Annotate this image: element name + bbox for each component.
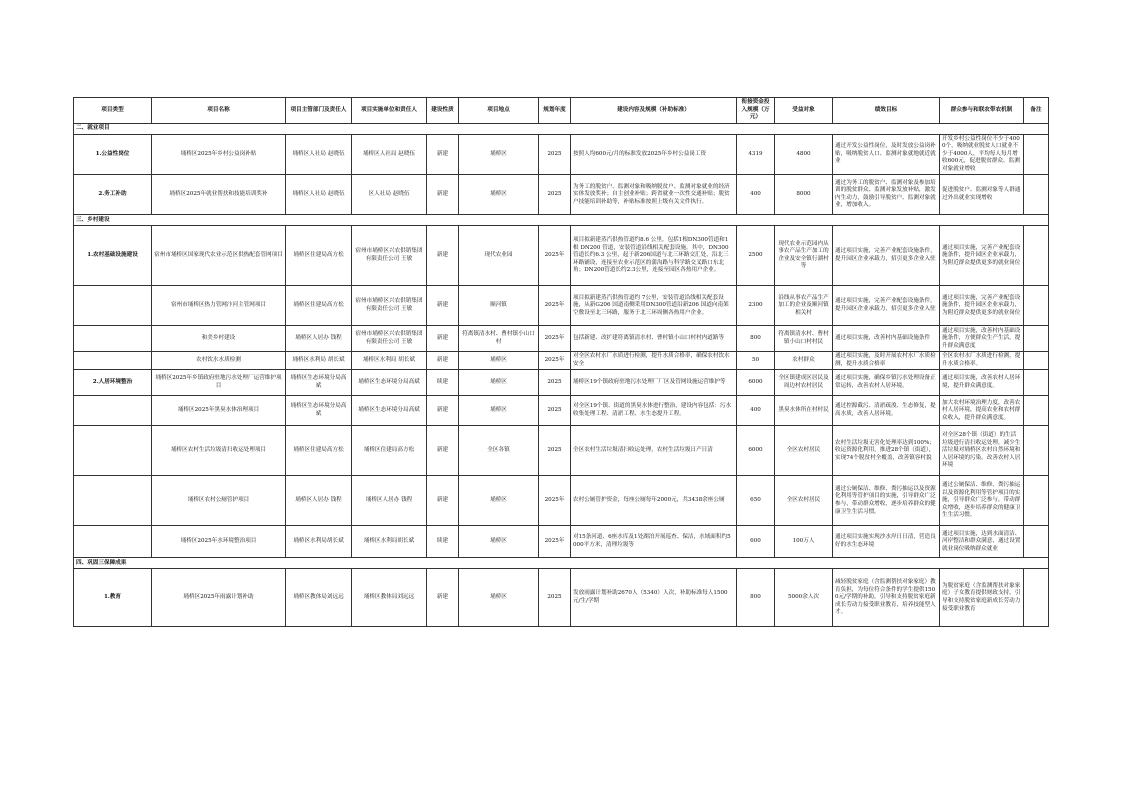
table-cell: 2025 bbox=[539, 426, 571, 476]
table-cell: 埇桥区 bbox=[459, 526, 539, 558]
header-cell: 项目实施单位和责任人 bbox=[352, 98, 427, 124]
table-cell: 农村公厕管护资金，每座公厕每年2000元，共3438余座公厕 bbox=[571, 476, 737, 526]
table-cell: 和美乡村建设 bbox=[152, 326, 286, 352]
table-row bbox=[74, 175, 1049, 215]
table-cell: 按照人均600元/月的标准发放2025年乡村公益岗工资 bbox=[571, 134, 737, 175]
header-cell: 建设性质 bbox=[427, 98, 459, 124]
table-row bbox=[74, 352, 1049, 370]
table-cell: 通过为务工的脱贫户、监测对象及参加培训的脱贫群众、监测对象发放补贴，激发内生动力，鼓励引导脱贫户、监测对象就业，增加收入。 bbox=[833, 175, 940, 215]
table-cell bbox=[1024, 569, 1049, 627]
table-row bbox=[74, 134, 1049, 175]
table-cell bbox=[1024, 526, 1049, 558]
table-cell: 埇桥区 bbox=[459, 134, 539, 175]
table-cell: 续建 bbox=[427, 526, 459, 558]
table-cell: 通过控源截污、清淤疏浚、生态修复，提高水质，改善人居环境。 bbox=[833, 396, 940, 426]
table-cell: 宿州市埇桥区兴农供销集团有限责任公司 王敏 bbox=[352, 326, 427, 352]
table-cell: 沿线从事农产品生产加工的企业及顺河镇相关村 bbox=[775, 286, 833, 326]
table-cell: 2.务工补助 bbox=[74, 175, 152, 215]
table-cell: 通过公厕保洁、维修、粪污抽运以及资源化利用等管护项目的实施，引导群众广泛参与，带动群众增收，逐步培养群众的健康卫生生活习惯。 bbox=[940, 476, 1024, 526]
table-cell: 新建 bbox=[427, 175, 459, 215]
table-cell bbox=[1024, 175, 1049, 215]
table-cell: 新建 bbox=[427, 286, 459, 326]
table-cell: 4800 bbox=[775, 134, 833, 175]
table-cell: 宿州市埇桥区国家现代农业示范区供热配套管网项目 bbox=[152, 226, 286, 286]
table-body bbox=[74, 123, 1049, 627]
table-cell: 现代农业示范园内从事农产品生产加工的企业及安全镇行湖村等 bbox=[775, 226, 833, 286]
table-cell: 埇桥区住建局高方松 bbox=[286, 286, 352, 326]
table-cell: 埇桥区2025年乡村公益岗补贴 bbox=[152, 134, 286, 175]
table-cell: 2025年 bbox=[539, 476, 571, 526]
table-cell: 加大农村环境治理力度，改善农村人居环境，提高农业和农村群众收入，提升群众满意度。 bbox=[940, 396, 1024, 426]
table-cell: 埇桥区2025年乡镇政府驻地污水处理厂运营维护项目 bbox=[152, 370, 286, 396]
table-cell: 全区农村居民 bbox=[775, 426, 833, 476]
table-cell: 埇桥区生态环境分局高斌 bbox=[286, 370, 352, 396]
table-cell bbox=[74, 396, 152, 426]
table-cell: 埇桥区人社局 赵晓伍 bbox=[352, 134, 427, 175]
table-cell: 通过项目实施，确保乡镇污水处理设备正常运转，改善农村人居环境。 bbox=[833, 370, 940, 396]
header-cell: 规划年度 bbox=[539, 98, 571, 124]
table-cell: 埇桥区2025年黑臭水体治理项目 bbox=[152, 396, 286, 426]
table-cell bbox=[1024, 286, 1049, 326]
header-cell: 项目类型 bbox=[74, 98, 152, 124]
table-cell: 项目拟新建蒸汽供热管道约 7公里，安装管道沿线相关配套设施，从新G206 国道南侧采用DN300管道沿新206 国道向南架空敷设至北三环路，服务于北三环周侧各热用户企业。 bbox=[571, 286, 737, 326]
table-cell: 通过项目实施，完善产业配套设施条件，提升园区企业承载力，招引更多企业入驻 bbox=[833, 226, 940, 286]
table-cell: 农村饮水水质检测 bbox=[152, 352, 286, 370]
table-cell: 新建 bbox=[427, 326, 459, 352]
table-cell: 埇桥区生态环境分局高斌 bbox=[352, 396, 427, 426]
table-row bbox=[74, 426, 1049, 476]
table-cell: 8000 bbox=[775, 175, 833, 215]
table-cell: 开发乡村公益性岗位不少于4000个，吸纳就业脱贫人口就业不少于4000人，平均每人每月增收600元，促进脱贫群众、监测对象就业增收 bbox=[940, 134, 1024, 175]
table-cell: 为脱贫家庭（含监测帮扶对象家庭）子女教育提供财政支持，引导和支持脱贫家庭新成长劳动力接受职业教育 bbox=[940, 569, 1024, 627]
table-cell: 埇桥区人居办 钱程 bbox=[286, 476, 352, 526]
table-cell: 新建 bbox=[427, 134, 459, 175]
table-cell bbox=[1024, 426, 1049, 476]
table-cell: 埇桥区农村公厕管护项目 bbox=[152, 476, 286, 526]
table-cell: 埇桥区教体局刘远远 bbox=[352, 569, 427, 627]
table-cell: 项目拟新建蒸汽供热管道约8.6 公里，包括1根DN300管道和1 根 DN200 管道，安装管道沿线相关配套设施。其中，DN300管道长约6.3 公里，起于新206国道与北三环路交汇处，沿北三环路铺设，连接至农业示范区的蒲沟路与科学路交叉路口东北角；DN200管道长约2.3公里，连接至园区各热用户企业。 bbox=[571, 226, 737, 286]
table-cell: 埇桥区人社局 赵晓伍 bbox=[286, 175, 352, 215]
table-cell: 2500 bbox=[737, 226, 775, 286]
table-cell: 埇桥区人居办 钱程 bbox=[286, 326, 352, 352]
table-cell: 2025 bbox=[539, 396, 571, 426]
table-cell: 5000余人次 bbox=[775, 569, 833, 627]
table-cell: 1.教育 bbox=[74, 569, 152, 627]
table-cell: 通过项目实施，达到水面清洁、河岸整洁和群众满意，通过设置就业岗位吸纳群众就业 bbox=[940, 526, 1024, 558]
table-cell: 4319 bbox=[737, 134, 775, 175]
table-cell bbox=[1024, 370, 1049, 396]
table-cell: 埇桥区 bbox=[459, 396, 539, 426]
table-cell: 发放雨露计划补助2670人（5340）人次，补助标准每人1500元/生/学期 bbox=[571, 569, 737, 627]
table-cell: 对全区28个镇（街道）的生活垃圾进行清扫收运处理，减少生活垃圾对埇桥区农村自然环境和人居环境的污染，改善农村人居环境 bbox=[940, 426, 1024, 476]
header-cell: 备注 bbox=[1024, 98, 1049, 124]
table-cell: 减轻脱贫家庭（含监测帮扶对象家庭）教育负担，为每位符合条件的学生提供1500元/学期的补助，引导和支持脱贫家庭新成长劳动力接受职业教育，培养技能型人才。 bbox=[833, 569, 940, 627]
table-cell: 埇桥区教体局刘远远 bbox=[286, 569, 352, 627]
table-cell: 黑臭水体所在村村民 bbox=[775, 396, 833, 426]
table-cell: 为务工的脱贫户、监测对象和吸纳脱贫户、监测对象就业的经济实体发放奖补；自主创业补贴；跨省就业一次性交通补贴；脱贫户技能培训补助等，补贴标准按照上级有关文件执行。 bbox=[571, 175, 737, 215]
table-cell: 新建 bbox=[427, 476, 459, 526]
table-cell: 6000 bbox=[737, 370, 775, 396]
table-cell: 1.公益性岗位 bbox=[74, 134, 152, 175]
table-cell: 现代农业园 bbox=[459, 226, 539, 286]
table-cell: 区人社局 赵晓伍 bbox=[352, 175, 427, 215]
table-cell: 2025年 bbox=[539, 226, 571, 286]
table-cell: 2025 bbox=[539, 175, 571, 215]
table-cell: 通过项目实施，完善产业配套设施条件，提升园区企业承载力，为附近群众提供更多的就业岗位 bbox=[940, 226, 1024, 286]
table-cell: 2025 bbox=[539, 370, 571, 396]
table-row bbox=[74, 526, 1049, 558]
table-cell: 对全区19个镇、街道的黑臭水体进行整治，建设内容包括：污水收集处理工程、清淤工程、水生态提升工程。 bbox=[571, 396, 737, 426]
table-cell bbox=[1024, 326, 1049, 352]
table-cell bbox=[74, 476, 152, 526]
table-cell: 宿州市埇桥区兴农供销集团有限责任公司 王敏 bbox=[352, 226, 427, 286]
table-cell bbox=[74, 352, 152, 370]
table-cell: 通过公厕保洁、维修、粪污抽运以及资源化利用等管护项目的实施，引导群众广泛参与，带动群众增收，逐步培养群众的健康卫生生活习惯。 bbox=[833, 476, 940, 526]
table-cell: 600 bbox=[737, 526, 775, 558]
project-table bbox=[73, 97, 1049, 627]
table-cell: 续建 bbox=[427, 370, 459, 396]
table-header bbox=[74, 98, 1049, 124]
header-cell: 建设内容及规模（补助标准） bbox=[571, 98, 737, 124]
header-cell: 受益对象 bbox=[775, 98, 833, 124]
table-cell: 全区农村生活垃圾清扫收运处理，农村生活垃圾日产日清 bbox=[571, 426, 737, 476]
table-row bbox=[74, 569, 1049, 627]
table-cell: 埇桥区住建局高方松 bbox=[286, 226, 352, 286]
table-cell: 埇桥区2025年雨露计划补助 bbox=[152, 569, 286, 627]
table-cell: 新建 bbox=[427, 396, 459, 426]
table-cell: 对全区农村水厂水质进行检测，提升水质合格率，确保农村饮水安全 bbox=[571, 352, 737, 370]
table-cell: 包括新建、改扩建符离镇清水村、曹村镇小山口村村内道路等 bbox=[571, 326, 737, 352]
table-cell: 新建 bbox=[427, 426, 459, 476]
table-cell: 符离镇清水村、曹村镇小山口村村民 bbox=[775, 326, 833, 352]
table-cell: 埇桥区住建局高方松 bbox=[352, 426, 427, 476]
table-cell: 埇桥区水利局胡长斌 bbox=[352, 526, 427, 558]
header-cell: 群众参与和联农带农机制 bbox=[940, 98, 1024, 124]
table-cell: 埇桥区人社局 赵晓伍 bbox=[286, 134, 352, 175]
table-cell: 埇桥区人居办 钱程 bbox=[352, 476, 427, 526]
table-cell: 通过项目实施，改善农村人居环境，提升群众满意度。 bbox=[940, 370, 1024, 396]
table-cell: 2025年 bbox=[539, 526, 571, 558]
table-cell bbox=[1024, 476, 1049, 526]
table-cell: 埇桥区 bbox=[459, 476, 539, 526]
header-cell: 项目主管部门及责任人 bbox=[286, 98, 352, 124]
table-cell: 全区农村水厂水质进行检测，提升水质合格率。 bbox=[940, 352, 1024, 370]
table-cell: 1.农村基础设施建设 bbox=[74, 226, 152, 286]
table-cell: 顺河镇 bbox=[459, 286, 539, 326]
table-cell bbox=[74, 426, 152, 476]
table-cell: 促进脱贫户、监测对象等人群通过外出就业实现增收 bbox=[940, 175, 1024, 215]
table-cell: 埇桥区19个镇政府驻地污水处理厂厂区及管网设施运营维护等 bbox=[571, 370, 737, 396]
table-cell: 埇桥区农村生活垃圾清扫收运处理项目 bbox=[152, 426, 286, 476]
table-cell: 800 bbox=[737, 326, 775, 352]
table-cell: 2.人居环境整治 bbox=[74, 370, 152, 396]
table-cell: 全区各镇 bbox=[459, 426, 539, 476]
table-cell: 通过项目实施实现沙水岸日日清，营造良好的水生态环境 bbox=[833, 526, 940, 558]
table-cell: 埇桥区生态环境分局高斌 bbox=[286, 396, 352, 426]
table-cell bbox=[1024, 134, 1049, 175]
table-cell: 宿州市埇桥区兴农供销集团有限责任公司 王敏 bbox=[352, 286, 427, 326]
table-cell: 埇桥区 bbox=[459, 569, 539, 627]
table-cell: 2025 bbox=[539, 134, 571, 175]
table-cell: 农村群众 bbox=[775, 352, 833, 370]
table-cell: 农村生活垃圾无害化处理率达到100%；收运资源化利用，推进28个镇（街道），实现74个脱贫村全覆盖，改善镇容村貌 bbox=[833, 426, 940, 476]
table-cell: 埇桥区水利局 胡长斌 bbox=[286, 352, 352, 370]
table-cell: 对15条河道、6座水库及1处湖泊开展巡查、保洁，水域面积约5000平方米，清理垃圾等 bbox=[571, 526, 737, 558]
table-cell: 通过项目实施，完善产业配套设施条件，提升园区企业承载力，招引更多企业入驻 bbox=[833, 286, 940, 326]
section-row bbox=[74, 123, 1049, 134]
table-cell: 400 bbox=[737, 396, 775, 426]
table-cell bbox=[1024, 396, 1049, 426]
table-cell bbox=[74, 526, 152, 558]
table-cell: 2025年 bbox=[539, 326, 571, 352]
table-cell: 埇桥区 bbox=[459, 175, 539, 215]
table-cell: 通过开发公益性岗位，及时发放公益岗补贴，吸纳脱贫人口、监测对象就地就近就业 bbox=[833, 134, 940, 175]
table-cell bbox=[1024, 226, 1049, 286]
table-cell: 新建 bbox=[427, 569, 459, 627]
table-cell: 埇桥区水利局胡长斌 bbox=[286, 526, 352, 558]
table-cell: 埇桥区住建局高方松 bbox=[286, 426, 352, 476]
table-row bbox=[74, 226, 1049, 286]
table-cell bbox=[74, 326, 152, 352]
header-cell: 项目地点 bbox=[459, 98, 539, 124]
table-cell: 800 bbox=[737, 569, 775, 627]
table-cell: 全区农村居民 bbox=[775, 476, 833, 526]
table-cell: 2025年 bbox=[539, 286, 571, 326]
section-label: 二、就业项目 bbox=[74, 123, 1049, 134]
table-cell: 埇桥区 bbox=[459, 352, 539, 370]
table-row bbox=[74, 286, 1049, 326]
section-row bbox=[74, 215, 1049, 226]
table-cell bbox=[74, 286, 152, 326]
table-row bbox=[74, 370, 1049, 396]
table-row bbox=[74, 476, 1049, 526]
table-cell: 6000 bbox=[737, 426, 775, 476]
table-cell: 埇桥区2025年就业帮扶和技能培训奖补 bbox=[152, 175, 286, 215]
header-cell: 衔接资金投入规模（万元） bbox=[737, 98, 775, 124]
table-cell: 通过项目实施，改善村内基础设施条件，方便群众生产生活，提升群众满意度 bbox=[940, 326, 1024, 352]
table-cell: 通过项目实施，及时开展农村水厂水质检测，提升水质合格率 bbox=[833, 352, 940, 370]
table-cell: 100万人 bbox=[775, 526, 833, 558]
table-cell: 新建 bbox=[427, 352, 459, 370]
table-cell: 650 bbox=[737, 476, 775, 526]
section-label: 三、乡村建设 bbox=[74, 215, 1049, 226]
table-cell: 符离镇清水村、曹村镇小山口村 bbox=[459, 326, 539, 352]
table-cell: 全区镇建成区居民及周边村农村居民 bbox=[775, 370, 833, 396]
header-cell: 项目名称 bbox=[152, 98, 286, 124]
table-cell: 埇桥区2025年水环境整治项目 bbox=[152, 526, 286, 558]
table-cell: 2025年 bbox=[539, 352, 571, 370]
table-cell: 通过项目实施，改善村内基础设施条件 bbox=[833, 326, 940, 352]
table-cell: 埇桥区生态环境分局高斌 bbox=[352, 370, 427, 396]
table-cell: 400 bbox=[737, 175, 775, 215]
section-row bbox=[74, 558, 1049, 569]
table-cell: 埇桥区 bbox=[459, 370, 539, 396]
section-label: 四、巩固三保障成果 bbox=[74, 558, 1049, 569]
table-cell: 通过项目实施，完善产业配套设施条件，提升园区企业承载力，为附近群众提供更多的就业岗位 bbox=[940, 286, 1024, 326]
table-cell: 宿州市埇桥区热力管网汴河主管网项目 bbox=[152, 286, 286, 326]
header-cell: 绩效目标 bbox=[833, 98, 940, 124]
table-cell: 新建 bbox=[427, 226, 459, 286]
table-cell bbox=[1024, 352, 1049, 370]
table-cell: 50 bbox=[737, 352, 775, 370]
table-cell: 2300 bbox=[737, 286, 775, 326]
table-row bbox=[74, 396, 1049, 426]
table-row bbox=[74, 326, 1049, 352]
table-cell: 2025 bbox=[539, 569, 571, 627]
table-cell: 埇桥区水利局 胡长斌 bbox=[352, 352, 427, 370]
